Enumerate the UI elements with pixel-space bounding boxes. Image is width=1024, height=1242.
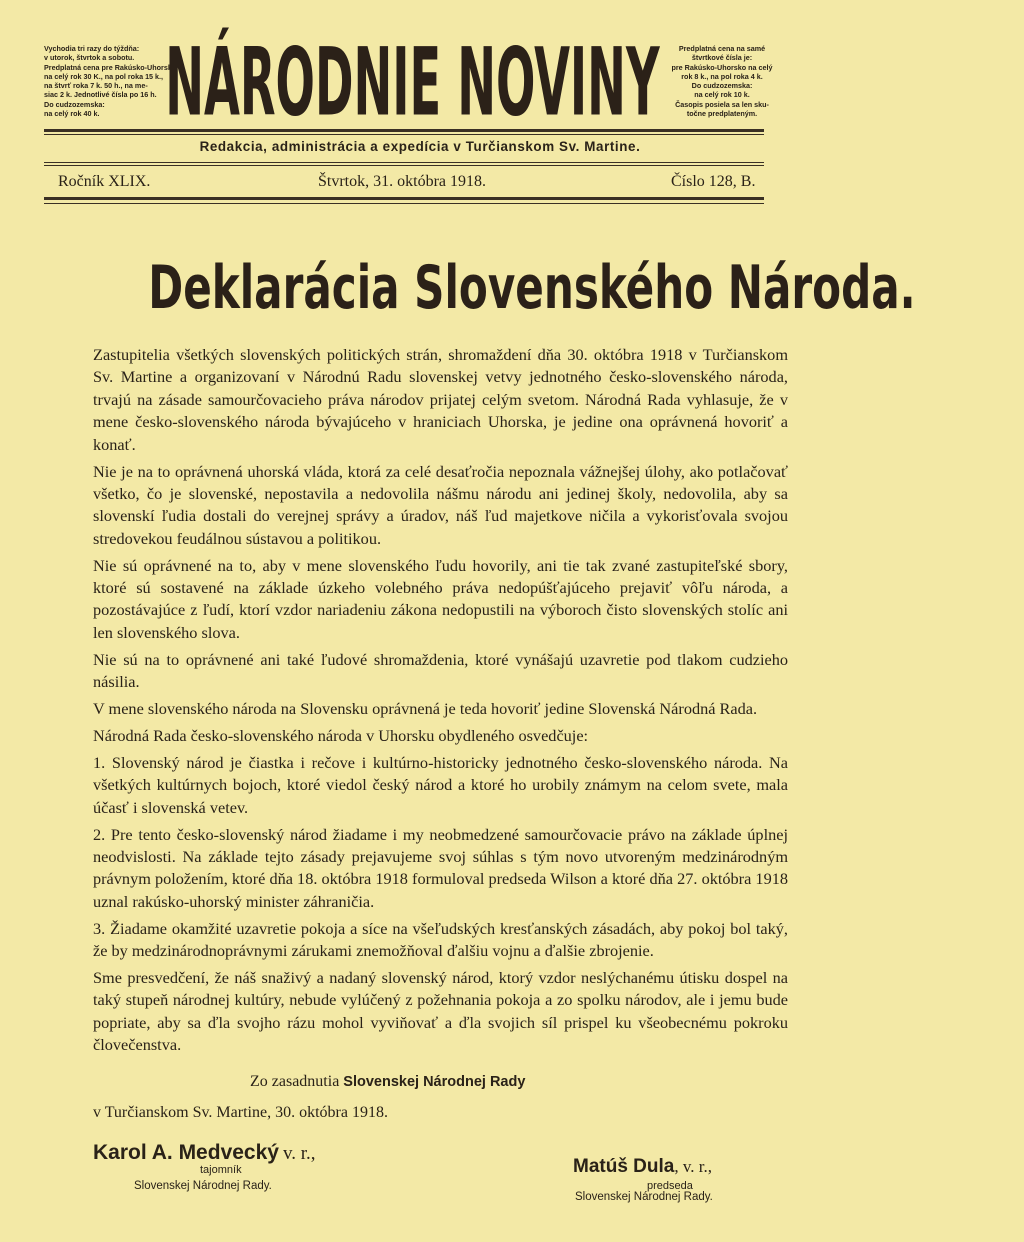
- signature-left-role: tajomník: [200, 1164, 242, 1176]
- signature-right-suffix: , v. r.,: [674, 1157, 712, 1176]
- subscription-note-line: točne predplateným.: [686, 109, 758, 119]
- masthead-title: NÁRODNIE NOVINY: [164, 27, 660, 137]
- subscription-note-line: na celý rok 40 k.: [44, 109, 100, 119]
- signature-right-name: Matúš Dula: [573, 1156, 675, 1177]
- editorial-address: Redakcia, administrácia a expedícia v Turčianskom Sv. Martine.: [199, 139, 641, 154]
- subscription-note-line: na celý rok 30 K., na pol roka 15 k.,: [44, 71, 164, 81]
- subscription-note-line: Do cudzozemska:: [44, 99, 105, 109]
- article-paragraph: Sme presvedčení, že náš snaživý a nadaný slovenský národ, ktorý vzdor neslýchanému útisku dospel na taký stupeň národnej kultúry, nebude vylúčený z požehnania pokoja a zo spolku národov, ale i jemu bude popriate, aby sa ďla svojho rázu mohol vyviňovať a ďla svojich síl prispel ku všeobecnému pokroku človečenstva.: [93, 968, 788, 1055]
- closing-line: [250, 1073, 525, 1091]
- issue-rule-lower-thin: [44, 203, 764, 204]
- article-headline: [40, 248, 916, 328]
- article-body: [93, 344, 788, 1061]
- closing-org: Slovenskej Národnej Rady: [343, 1074, 526, 1090]
- subscription-note-left: [44, 44, 184, 118]
- article-paragraph: Nie je na to oprávnená uhorská vláda, ktorá za celé desaťročia nepoznala vážnejšej úlohy, ako potlačovať všetko, čo je slovenské, nepostavila a nedovolila nášmu národu ani jedinej školy, nedovolila, aby sa slovenskí ľudia dostali do verejnej správy a úradov, náš ľud majetkove ničila a vykorisťovala svojou stredovekou feudálnou sústavou a politikou.: [93, 461, 788, 548]
- signature-left: [93, 1141, 393, 1192]
- article-paragraph: 3. Žiadame okamžité uzavretie pokoja a síce na všeľudských kresťanských zásadách, aby pokoj bol taký, že by medzinárodnoprávnymi zárukami znemožňoval ďalšiu vojnu a ďalšie zbrojenie.: [93, 918, 788, 961]
- issue-date: Štvrtok, 31. októbra 1918.: [318, 173, 486, 190]
- signature-right-role: predseda: [647, 1180, 693, 1192]
- place-date: v Turčianskom Sv. Martine, 30. októbra 1918.: [93, 1104, 388, 1121]
- issue-volume: Ročník XLIX.: [58, 173, 151, 190]
- article-paragraph: Národná Rada česko-slovenského národa v Uhorsku obydleného osvedčuje:: [93, 726, 589, 745]
- article-paragraph: 2. Pre tento česko-slovenský národ žiadame i my neobmedzené samourčovacie právo na základe úplnej neodvislosti. Na základe tejto zásady prejavujeme svoj súhlas s tým novo utvoreným medzinárodným právnym položením, ktoré dňa 18. októbra 1918 formuloval predseda Wilson a ktoré dňa 27. októbra 1918 uznal rakúsko-uhorský minister záhraničia.: [93, 824, 788, 911]
- subscription-note-line: štvrtkové čísla je:: [691, 53, 753, 63]
- signature-left-org: Slovenskej Národnej Rady.: [134, 1180, 272, 1192]
- issue-rule-upper2: [44, 165, 764, 166]
- article-paragraph: V mene slovenského národa na Slovensku oprávnená je teda hovoriť jedine Slovenská Národná Rada.: [93, 699, 758, 719]
- issue-rule-lower: [44, 197, 764, 200]
- issue-rule-upper: [44, 162, 764, 163]
- masthead: [164, 27, 660, 137]
- subscription-note-line: Časopis posiela sa len sku-: [675, 99, 769, 109]
- article-paragraph: 1. Slovenský národ je čiastka i rečove i kultúrno-historicky jednotného česko-slovenského národa. Na všetkých kultúrnych bojoch, ktoré viedol český národ a ktoré ho urobily známym na celom svete, mala účasť i slovenská vetev.: [93, 752, 788, 817]
- subscription-note-line: siac 2 k. Jednotlivé čísla po 16 h.: [44, 90, 157, 100]
- signature-left-suffix: v. r.,: [282, 1143, 316, 1164]
- closing-prefix: Zo zasadnutia: [250, 1073, 340, 1090]
- signature-right: [573, 1156, 793, 1203]
- subscription-note-line: na štvrť roka 7 k. 50 h., na me-: [44, 81, 148, 91]
- subscription-note-line: rok 8 k., na pol roka 4 k.: [681, 71, 763, 81]
- subscription-note-line: Vychodia tri razy do týždňa:: [44, 44, 140, 53]
- signature-left-name: Karol A. Medvecký: [93, 1141, 279, 1164]
- masthead-rule-top: [44, 129, 764, 132]
- subscription-note-line: Do cudzozemska:: [691, 81, 753, 91]
- subscription-note-right: [652, 44, 792, 118]
- subscription-note-line: v utorok, štvrtok a sobotu.: [44, 53, 135, 63]
- masthead-rule-top-thin: [44, 134, 764, 135]
- signature-right-org: Slovenskej Národnej Rady.: [575, 1191, 713, 1203]
- article-headline-text: Deklarácia Slovenského Národa.: [148, 253, 916, 323]
- article-paragraph: Nie sú oprávnené na to, aby v mene slovenského ľudu hovorily, ani tie tak zvané zastupiteľské sbory, ktoré sú sostavené na základe úzkeho volebného práva nedopúšťajúceho prejaviť vôľu národa, a pozostávajúce z ľudí, ktorí vzdor nariadeniu zákona nedopustili na výboroch čisto slovenských stolíc ani len slovenského slova.: [93, 555, 788, 642]
- subscription-note-line: na celý rok 10 k.: [694, 90, 750, 100]
- subscription-note-line: Predplatná cena pre Rakúsko-Uhorsko: [44, 62, 177, 72]
- article-paragraph: Nie sú na to oprávnené ani také ľudové shromaždenia, ktoré vynášajú uzavretie pod tlakom cudzieho násilia.: [93, 649, 788, 692]
- issue-number: Číslo 128, B.: [671, 173, 756, 190]
- subscription-note-line: pre Rakúsko-Uhorsko na celý: [671, 62, 773, 72]
- subscription-note-line: Predplatná cena na samé: [678, 44, 766, 53]
- article-paragraph: Zastupitelia všetkých slovenských politických strán, shromaždení dňa 30. októbra 1918 v Turčianskom Sv. Martine a organizovaní v Národnú Radu slovenskej vetvy jednotného česko-slovenského národa, trvajú na zásade samourčovacieho práva národov prijatej celým svetom. Národná Rada vyhlasuje, že v mene česko-slovenského národa bývajúceho v hraniciach Uhorska, je jedine ona oprávnená hovoriť a konať.: [93, 345, 788, 454]
